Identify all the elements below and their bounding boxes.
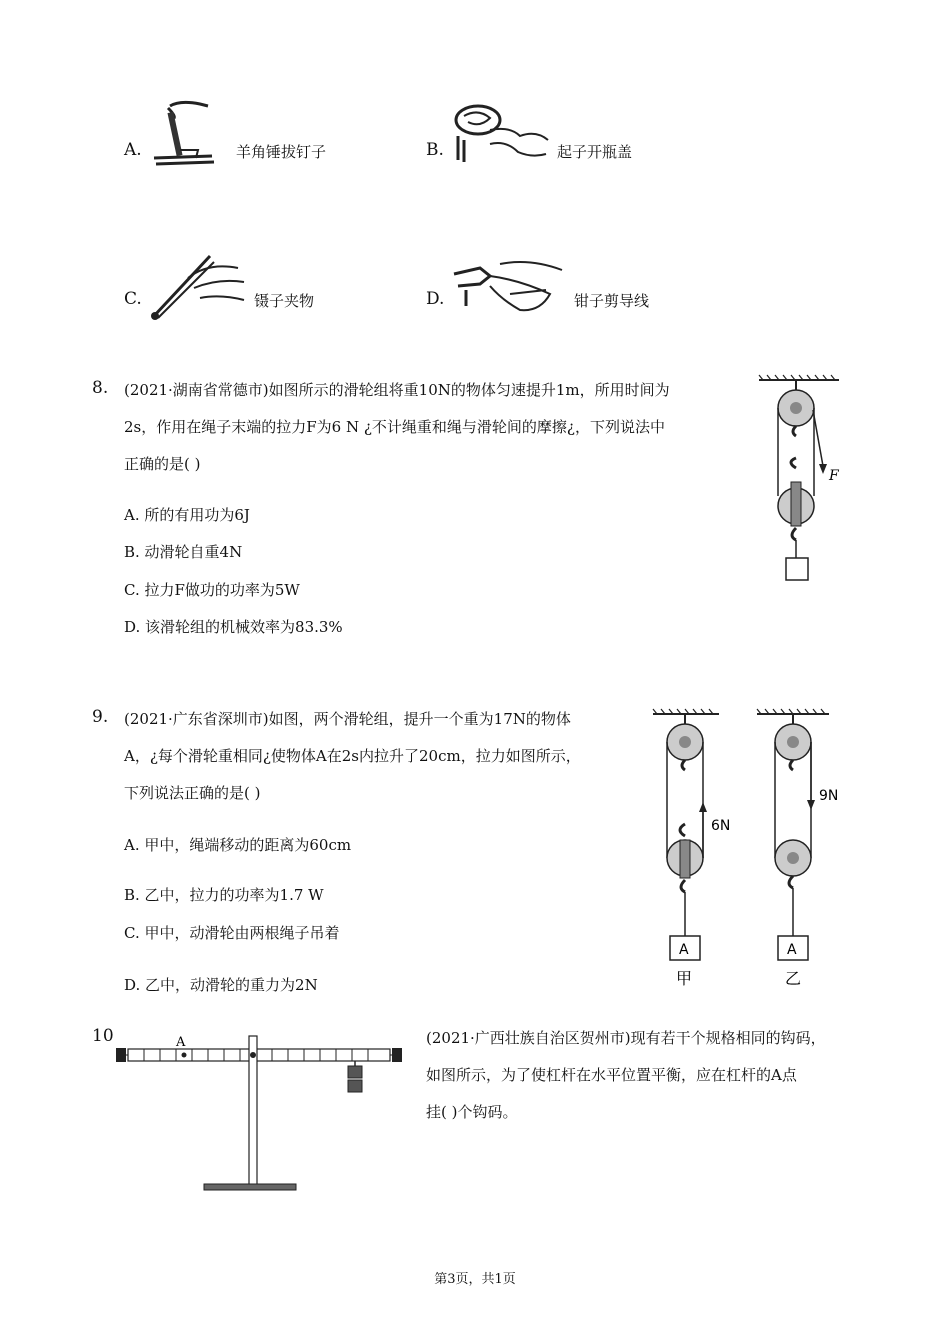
pliers-icon <box>450 250 570 322</box>
question-8-option-a: A. 所的有用功为6J <box>124 506 250 524</box>
question-9-number: 9. <box>92 707 109 727</box>
weight-block <box>786 558 808 580</box>
question-8-line-2: 2s，作用在绳子末端的拉力F为6 N ¿不计绳重和绳与滑轮间的摩擦¿，下列说法中 <box>124 418 665 436</box>
left-block-label: A <box>679 942 689 958</box>
option-b-text: 起子开瓶盖 <box>557 143 633 161</box>
question-9-line-2: A，¿每个滑轮重相同¿使物体A在2s内拉升了20cm，拉力如图所示， <box>124 747 581 765</box>
tweezers-icon <box>148 248 248 322</box>
lever-figure <box>112 1032 412 1202</box>
two-pulley-systems-figure <box>645 706 845 996</box>
question-9-option-d: D. 乙中，动滑轮的重力为2N <box>124 976 318 994</box>
page-footer: 第3页，共1页 <box>434 1272 516 1287</box>
right-block-label: A <box>787 942 797 958</box>
question-10-line-3: 挂( )个钩码。 <box>426 1103 518 1121</box>
question-9-option-c: C. 甲中，动滑轮由两根绳子吊着 <box>124 924 340 942</box>
bottle-opener-icon <box>450 100 550 170</box>
question-8-option-b: B. 动滑轮自重4N <box>124 543 243 561</box>
option-a-letter: A. <box>124 140 142 160</box>
question-9-option-b: B. 乙中，拉力的功率为1.7 W <box>124 886 324 904</box>
point-a-label: A <box>176 1035 186 1050</box>
option-c-text: 镊子夹物 <box>254 292 315 310</box>
option-d-text: 钳子剪导线 <box>574 292 650 310</box>
option-d-letter: D. <box>426 289 445 309</box>
pulley-system-figure <box>755 376 850 586</box>
question-8-number: 8. <box>92 378 109 398</box>
question-8-option-d: D. 该滑轮组的机械效率为83.3% <box>124 618 343 636</box>
question-8-option-c: C. 拉力F做功的功率为5W <box>124 581 300 599</box>
question-10-line-1: (2021·广西壮族自治区贺州市)现有若干个规格相同的钩码， <box>426 1029 826 1047</box>
question-9-option-a: A. 甲中，绳端移动的距离为60cm <box>124 836 352 854</box>
left-caption: 甲 <box>676 969 693 988</box>
question-9-line-1: (2021·广东省深圳市)如图，两个滑轮组，提升一个重为17N的物体 <box>124 710 571 728</box>
force-label-f: F <box>829 468 839 484</box>
right-caption: 乙 <box>785 969 802 988</box>
question-10-number: 10 <box>92 1026 114 1046</box>
claw-hammer-icon <box>150 98 215 170</box>
question-8-line-3: 正确的是( ) <box>124 455 201 473</box>
option-c-letter: C. <box>124 289 142 309</box>
question-9-line-3: 下列说法正确的是( ) <box>124 784 261 802</box>
option-b-letter: B. <box>426 140 444 160</box>
question-8-line-1: (2021·湖南省常德市)如图所示的滑轮组将重10N的物体匀速提升1m，所用时间为 <box>124 381 670 399</box>
left-force-label: 6N <box>711 818 731 834</box>
question-10-line-2: 如图所示，为了使杠杆在水平位置平衡，应在杠杆的A点 <box>426 1066 797 1084</box>
option-a-text: 羊角锤拔钉子 <box>236 143 327 161</box>
right-force-label: 9N <box>819 788 839 804</box>
